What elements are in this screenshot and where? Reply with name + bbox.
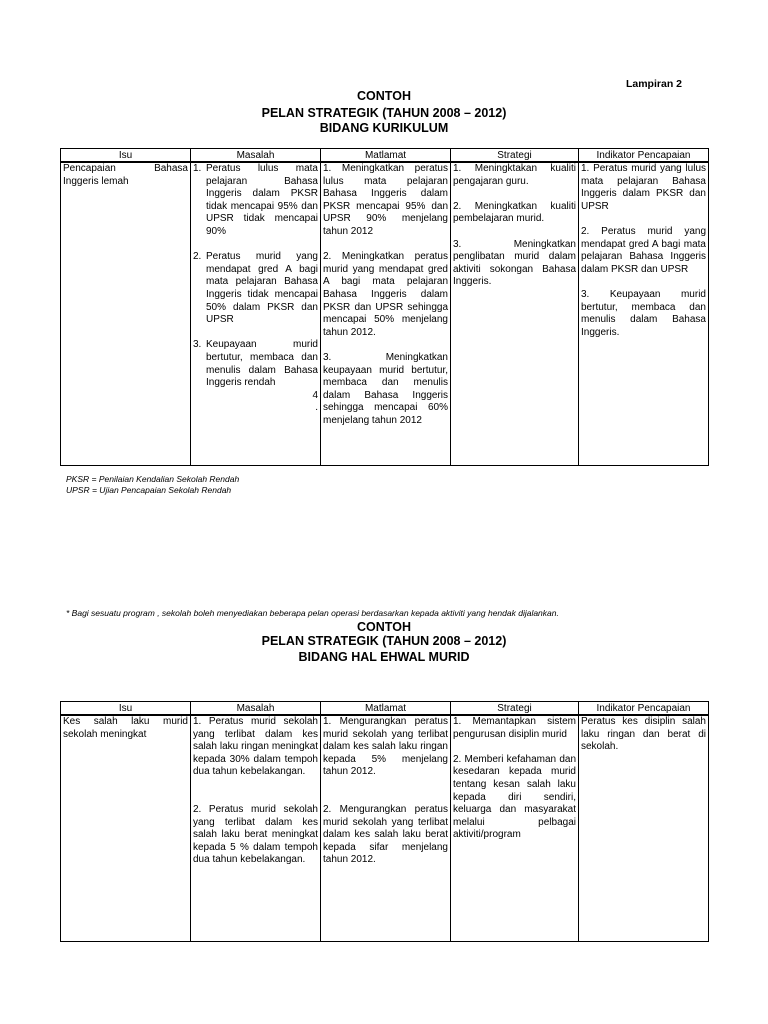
student-affairs-plan-table <box>60 701 709 942</box>
cell-indikator <box>579 162 709 465</box>
matlamat-text: 2. Mengurangkan peratus murid sekolah yang terlibat dalam kes salah laku berat kepada sifar menjelang tahun 2012. <box>323 803 448 866</box>
list-number: 1. <box>193 163 202 174</box>
masalah-text: Peratus lulus mata pelajaran Bahasa Inggeris dalam PKSR tidak mencapai 95% dan UPSR tidak mencapai 90% <box>206 163 318 237</box>
masalah-text: Peratus murid yang mendapat gred A bagi mata pelajaran Bahasa Inggeris tidak mencapai 50% dalam PKSR dan UPSR <box>206 251 318 326</box>
masalah-text: 2. Peratus murid sekolah yang terlibat dalam kes salah laku berat meningkat kepada 5 % dalam tempoh dua tahun kebelakangan. <box>193 803 318 866</box>
abbreviation-notes <box>66 474 239 496</box>
stray-number: 4 <box>312 389 318 401</box>
section1-title-contoh: CONTOH <box>357 89 411 103</box>
header-matlamat: Matlamat <box>321 702 451 716</box>
list-number: 3. <box>193 339 202 351</box>
header-indikator: Indikator Pencapaian <box>579 149 709 163</box>
matlamat-text: 2. Meningkatkan peratus murid yang mendapat gred A bagi mata pelajaran Bahasa Inggeris dalam PKSR dan UPSR sehingga mencapai 50% menjelang tahun 2012. <box>323 251 448 338</box>
section1-title-plan: PELAN STRATEGIK (TAHUN 2008 – 2012) <box>261 106 507 120</box>
table-header-row <box>61 149 709 163</box>
note-pksr: PKSR = Penilaian Kendalian Sekolah Rendah <box>66 474 240 484</box>
list-item <box>193 163 318 239</box>
matlamat-text: 1. Meningkatkan peratus lulus mata pelajaran Bahasa Inggeris dalam PKSR mencapai 95% dan UPSR 90% menjelang tahun 2012 <box>323 163 448 237</box>
section2-title-plan: PELAN STRATEGIK (TAHUN 2008 – 2012) <box>261 634 507 648</box>
footnote-star: * Bagi sesuatu program , sekolah boleh menyediakan beberapa pelan operasi berdasarkan kepada aktiviti yang hendak dijalankan. <box>66 608 559 618</box>
header-isu: Isu <box>61 702 191 716</box>
header-masalah: Masalah <box>191 149 321 163</box>
strategi-text: 1. Meningktakan kualiti pengajaran guru. <box>453 163 576 187</box>
section1-title-field: BIDANG KURIKULUM <box>319 121 449 135</box>
list-number: 2. <box>193 251 202 263</box>
masalah-text: 1. Peratus murid sekolah yang terlibat dalam kes salah laku ringan meningkat kepada 30% dalam tempoh dua tahun kebelakangan. <box>193 716 318 778</box>
section2-title-contoh: CONTOH <box>357 620 411 634</box>
cell-isu <box>61 162 191 465</box>
indikator-text: 3. Keupayaan murid bertutur, membaca dan menulis dalam Bahasa Inggeris. <box>581 288 706 338</box>
list-item <box>193 251 318 327</box>
indikator-text: 1. Peratus murid yang lulus mata pelajaran Bahasa Inggeris dalam PKSR dan UPSR <box>581 163 706 212</box>
matlamat-text: 1. Mengurangkan peratus murid sekolah yang terlibat dalam kes salah laku ringan kepada 5% menjelang tahun 2012. <box>323 716 448 778</box>
cell-isu <box>61 715 191 941</box>
indikator-text: Peratus kes disiplin salah laku ringan dan berat di sekolah. <box>581 716 706 753</box>
cell-matlamat <box>321 715 451 941</box>
strategi-text: 2. Meningkatkan kualiti pembelajaran murid. <box>453 200 576 225</box>
masalah-text: Keupayaan murid bertutur, membaca dan menulis dalam Bahasa Inggeris rendah <box>206 339 318 389</box>
cell-masalah <box>191 162 321 465</box>
matlamat-text: 3. Meningkatkan keupayaan murid bertutur, membaca dan menulis dalam Bahasa Inggeris sehingga mencapai 60% menjelang tahun 2012 <box>323 351 448 426</box>
cell-matlamat <box>321 162 451 465</box>
table-header-row <box>61 702 709 716</box>
curriculum-plan-table <box>60 148 709 466</box>
cell-masalah <box>191 715 321 941</box>
section2-title-field: BIDANG HAL EHWAL MURID <box>298 650 470 664</box>
note-upsr: UPSR = Ujian Pencapaian Sekolah Rendah <box>66 485 232 495</box>
cell-indikator <box>579 715 709 941</box>
header-strategi: Strategi <box>451 149 579 163</box>
list-item <box>193 339 318 389</box>
strategi-text: 2. Memberi kefahaman dan kesedaran kepada murid tentang kesan salah laku kepada diri sendiri, keluarga dan masyarakat melalui pelbagai aktiviti/program <box>453 753 576 841</box>
header-indikator: Indikator Pencapaian <box>579 702 709 716</box>
table-row <box>61 715 709 941</box>
header-matlamat: Matlamat <box>321 149 451 163</box>
header-masalah: Masalah <box>191 702 321 716</box>
strategi-text: 3. Meningkatkan penglibatan murid dalam aktiviti sokongan Bahasa Inggeris. <box>453 238 576 288</box>
table-row <box>61 162 709 465</box>
indikator-text: 2. Peratus murid yang mendapat gred A bagi mata pelajaran Bahasa Inggeris dalam PKSR dan UPSR <box>581 225 706 275</box>
isu-text: Pencapaian Bahasa Inggeris lemah <box>63 163 188 187</box>
isu-text: Kes salah laku murid sekolah meningkat <box>63 716 188 740</box>
header-isu: Isu <box>61 149 191 163</box>
cell-strategi <box>451 715 579 941</box>
cell-strategi <box>451 162 579 465</box>
strategi-text: 1. Memantapkan sistem pengurusan disiplin murid <box>453 716 576 740</box>
appendix-label: Lampiran 2 <box>625 78 682 90</box>
header-strategi: Strategi <box>451 702 579 716</box>
stray-dot: . <box>315 402 318 414</box>
